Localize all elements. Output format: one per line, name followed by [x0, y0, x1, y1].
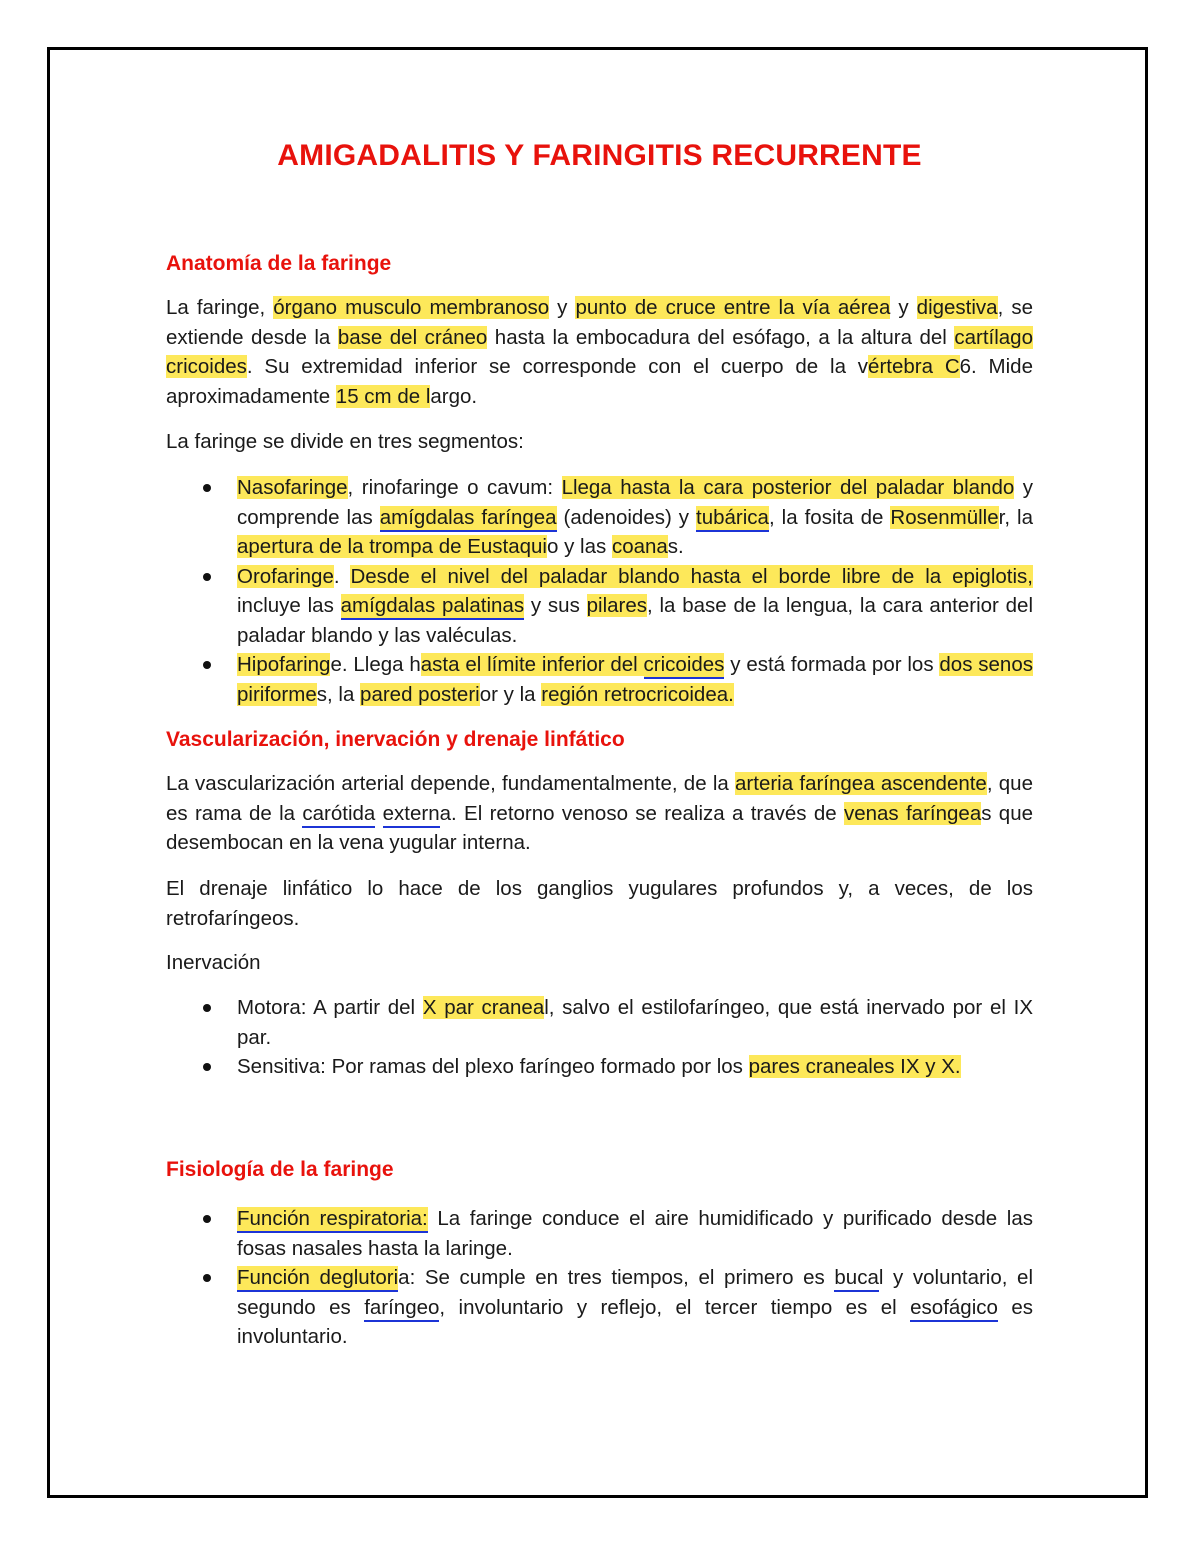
highlighted-text: coana: [611, 535, 668, 558]
text-run: incluye las: [237, 594, 341, 617]
text-run: r, la: [998, 505, 1033, 529]
paragraph-anatomia-2: La faringe se divide en tres segmentos:: [166, 430, 524, 453]
highlighted-text: cricoides: [644, 653, 725, 679]
text-run: La vascularización arterial depende, fundamentalmente, de la: [166, 772, 736, 795]
text-run: , que es rama de la: [166, 772, 1033, 825]
highlighted-text: pares craneales IX y X.: [748, 1055, 961, 1078]
highlighted-text: cartílago cricoides: [166, 325, 1033, 378]
text-run: e. Llega h: [330, 653, 421, 676]
list-inervacion: [166, 993, 1033, 1082]
text-run: a. El retorno venoso se realiza a través de: [439, 801, 844, 825]
highlighted-text: asta el límite inferior del: [420, 653, 644, 676]
highlighted-text: región retrocricoidea.: [541, 682, 734, 706]
list-item: [166, 1204, 1033, 1263]
label-inervacion: Inervación: [166, 951, 261, 974]
text-run: l y voluntario, el segundo es: [237, 1266, 1034, 1319]
highlighted-text: tubárica: [696, 506, 769, 532]
text-run: Motora: A partir del: [237, 996, 423, 1019]
heading-fisiologia: Fisiología de la faringe: [166, 1158, 394, 1181]
highlighted-text: digestiva: [916, 296, 998, 319]
highlighted-text: pilares: [586, 594, 648, 617]
underlined-text: esofágico: [910, 1296, 998, 1322]
highlighted-text: punto de cruce entre la vía aérea: [575, 296, 891, 319]
highlighted-text: arteria faríngea ascendente: [735, 772, 987, 795]
highlighted-text: pared posteri: [360, 682, 480, 706]
text-run: or y la: [479, 682, 542, 706]
text-run: a: Se cumple en tres tiempos, el primero es: [398, 1266, 835, 1289]
highlighted-text: Llega hasta la cara posterior del paladar blando: [561, 476, 1015, 499]
text-run: argo.: [430, 384, 478, 408]
text-run: y: [890, 296, 917, 319]
text-run: .: [333, 564, 351, 588]
highlighted-text: apertura de la trompa de Eustaqui: [237, 535, 547, 558]
heading-vascularizacion: Vascularización, inervación y drenaje linfático: [166, 728, 625, 751]
heading-anatomia: Anatomía de la faringe: [166, 252, 392, 275]
text-run: [375, 802, 382, 825]
list-segmentos: [166, 473, 1033, 709]
list-item: [166, 650, 1033, 709]
highlighted-text: venas faríngea: [843, 801, 982, 825]
highlighted-text: Nasofaringe: [237, 476, 348, 499]
list-item: [166, 1052, 1033, 1082]
text-run: es involuntario.: [237, 1295, 1033, 1348]
list-item: [166, 473, 1033, 562]
text-run: y está formada por los: [724, 653, 940, 676]
highlighted-text: amígdalas faríngea: [380, 506, 557, 532]
list-item: [166, 993, 1033, 1052]
highlighted-text: base del cráneo: [337, 325, 488, 349]
highlighted-text: Rosenmülle: [890, 505, 999, 529]
list-item: [166, 1263, 1033, 1352]
list-item: [166, 562, 1033, 651]
paragraph-vascular-2: El drenaje linfático lo hace de los ganglios yugulares profundos y, a veces, de los retrofaríngeos.: [166, 877, 1033, 930]
text-run: s.: [667, 535, 684, 558]
text-run: y comprende las: [237, 476, 1033, 529]
highlighted-text: Función respiratoria:: [237, 1207, 428, 1233]
text-run: hasta la embocadura del esófago, a la altura del: [487, 325, 955, 349]
underlined-text: buca: [834, 1266, 878, 1292]
text-run: , rinofaringe o cavum:: [347, 476, 562, 499]
highlighted-text: Orofaringe: [237, 564, 334, 588]
list-fisiologia: [166, 1204, 1033, 1352]
underlined-text: faríngeo: [364, 1296, 439, 1322]
underlined-text: carótida: [302, 802, 375, 828]
text-run: y sus: [524, 594, 587, 617]
text-run: o y las: [546, 535, 612, 558]
highlighted-text: dos senos piriforme: [237, 653, 1033, 706]
text-run: (adenoides) y: [556, 505, 697, 529]
highlighted-text: Función deglutori: [237, 1266, 398, 1292]
text-run: . Su extremidad inferior se corresponde con el cuerpo de la v: [246, 355, 869, 378]
highlighted-text: X par cranea: [422, 996, 545, 1019]
text-run: , involuntario y reflejo, el tercer tiempo es el: [439, 1295, 911, 1319]
text-run: La faringe,: [166, 296, 274, 319]
highlighted-text: 15 cm de l: [335, 384, 431, 408]
text-run: 6. Mide aproximadamente: [166, 355, 1033, 408]
text-run: La faringe conduce el aire humidificado y purificado desde las fosas nasales hasta la laringe.: [237, 1207, 1033, 1260]
text-run: , la base de la lengua, la cara anterior del paladar blando y las valéculas.: [237, 594, 1034, 647]
text-run: s que desembocan en la vena yugular interna.: [166, 801, 1033, 854]
highlighted-text: amígdalas palatinas: [341, 594, 524, 620]
highlighted-text: Desde el nivel del paladar blando hasta el borde libre de la epiglotis,: [350, 564, 1033, 588]
text-run: y: [549, 296, 576, 319]
text-run: l, salvo el estilofaríngeo, que está inervado por el IX par.: [237, 996, 1033, 1049]
text-run: s, la: [316, 682, 361, 706]
highlighted-text: értebra C: [868, 355, 960, 378]
text-run: Sensitiva: Por ramas del plexo faríngeo formado por los: [237, 1055, 749, 1078]
text-run: , la fosita de: [768, 505, 891, 529]
paragraph-vascular-1: [166, 769, 1033, 858]
paragraph-anatomia-1: [166, 293, 1033, 411]
document-title: AMIGADALITIS Y FARINGITIS RECURRENTE: [277, 139, 922, 172]
highlighted-text: Hipofaring: [237, 653, 331, 676]
text-run: , se extiende desde la: [166, 296, 1033, 349]
highlighted-text: órgano musculo membranoso: [273, 296, 550, 319]
underlined-text: extern: [383, 802, 440, 828]
